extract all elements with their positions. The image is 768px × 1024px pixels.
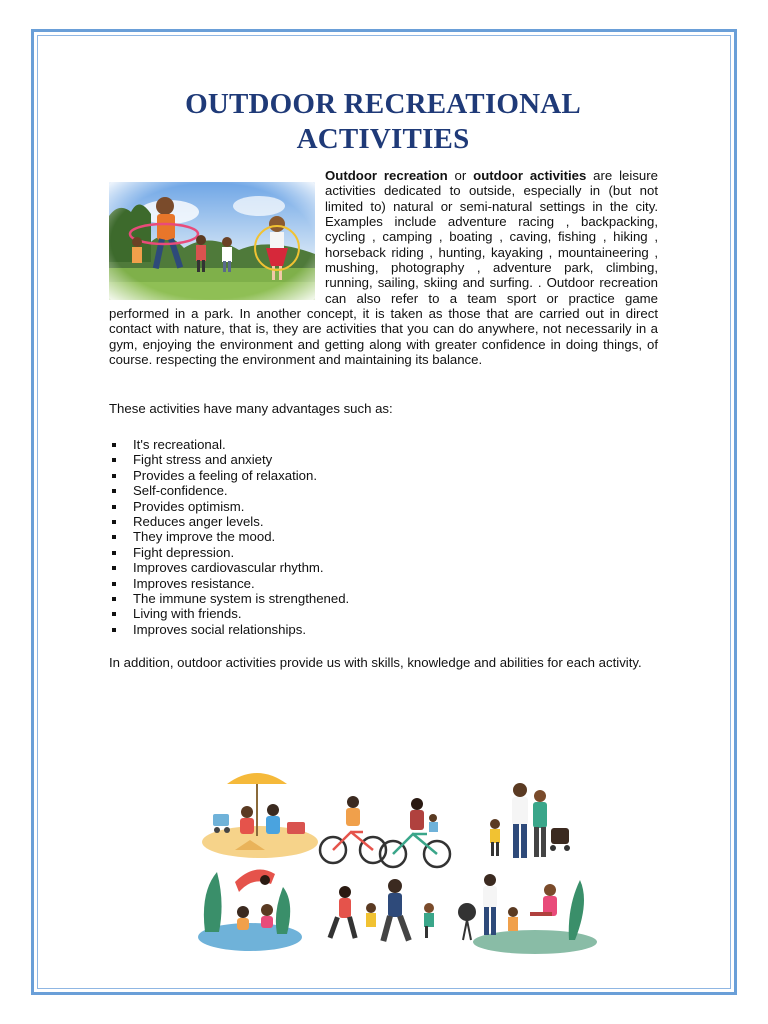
benefit-item: The immune system is strengthened. (109, 591, 658, 606)
intro-connector: or (447, 168, 474, 183)
intro-paragraph (109, 168, 658, 367)
waterpark-scene (198, 870, 302, 952)
benefit-item: Fight depression. (109, 545, 658, 560)
benefit-item: Self-confidence. (109, 483, 658, 498)
benefit-item: Living with friends. (109, 606, 658, 621)
closing-paragraph: In addition, outdoor activities provide us with skills, knowledge and abilities for each activity. (109, 655, 642, 670)
family-scene (490, 783, 570, 858)
benefit-item: They improve the mood. (109, 529, 658, 544)
benefit-item: Improves resistance. (109, 576, 658, 591)
intro-body-text: are leisure activities dedicated to outside, especially in (but not limited to) natural or semi-natural settings in the city. Examples include adventure racing , backpacking, cycling , camping , boating , caving, fishing , hiking , horseback riding , hunting, kayaking , mountaineering , mushing, photography , adventure park, climbing, running, sailing, skiing and surfing. . Outdoor recreation can also refer to a team sport or practice game performed in a park. In another concept, it is taken as those that are carried out in direct contact with nature, that is, they are activities that you can do anywhere, not necessarily in a gym, enjoying the environment and getting along with greater confidence in doing things, of course. respecting the environment and maintaining its balance. (109, 168, 658, 368)
skating-scene (328, 879, 434, 942)
benefit-item: Improves cardiovascular rhythm. (109, 560, 658, 575)
advantages-heading: These activities have many advantages such as: (109, 401, 393, 416)
title-line-2: ACTIVITIES (296, 123, 470, 155)
document-title (100, 87, 666, 157)
picnic-scene (458, 874, 597, 954)
benefit-item: Fight stress and anxiety (109, 452, 658, 467)
benefit-item: Provides a feeling of relaxation. (109, 468, 658, 483)
family-activities-illustration (195, 762, 603, 962)
children-playing-photo (109, 182, 315, 300)
intro-term-outdoor-recreation: Outdoor recreation (325, 168, 448, 183)
benefits-list (109, 437, 658, 637)
benefit-item: Provides optimism. (109, 499, 658, 514)
benefit-item: It's recreational. (109, 437, 658, 452)
children-playing-photo-graphic (109, 182, 315, 300)
beach-scene (202, 773, 318, 858)
title-line-1: OUTDOOR RECREATIONAL (185, 88, 581, 120)
intro-term-outdoor-activities: outdoor activities (473, 168, 587, 183)
benefit-item: Reduces anger levels. (109, 514, 658, 529)
family-activities-graphic (195, 762, 603, 962)
benefit-item: Improves social relationships. (109, 622, 658, 637)
cycling-scene (320, 796, 450, 867)
